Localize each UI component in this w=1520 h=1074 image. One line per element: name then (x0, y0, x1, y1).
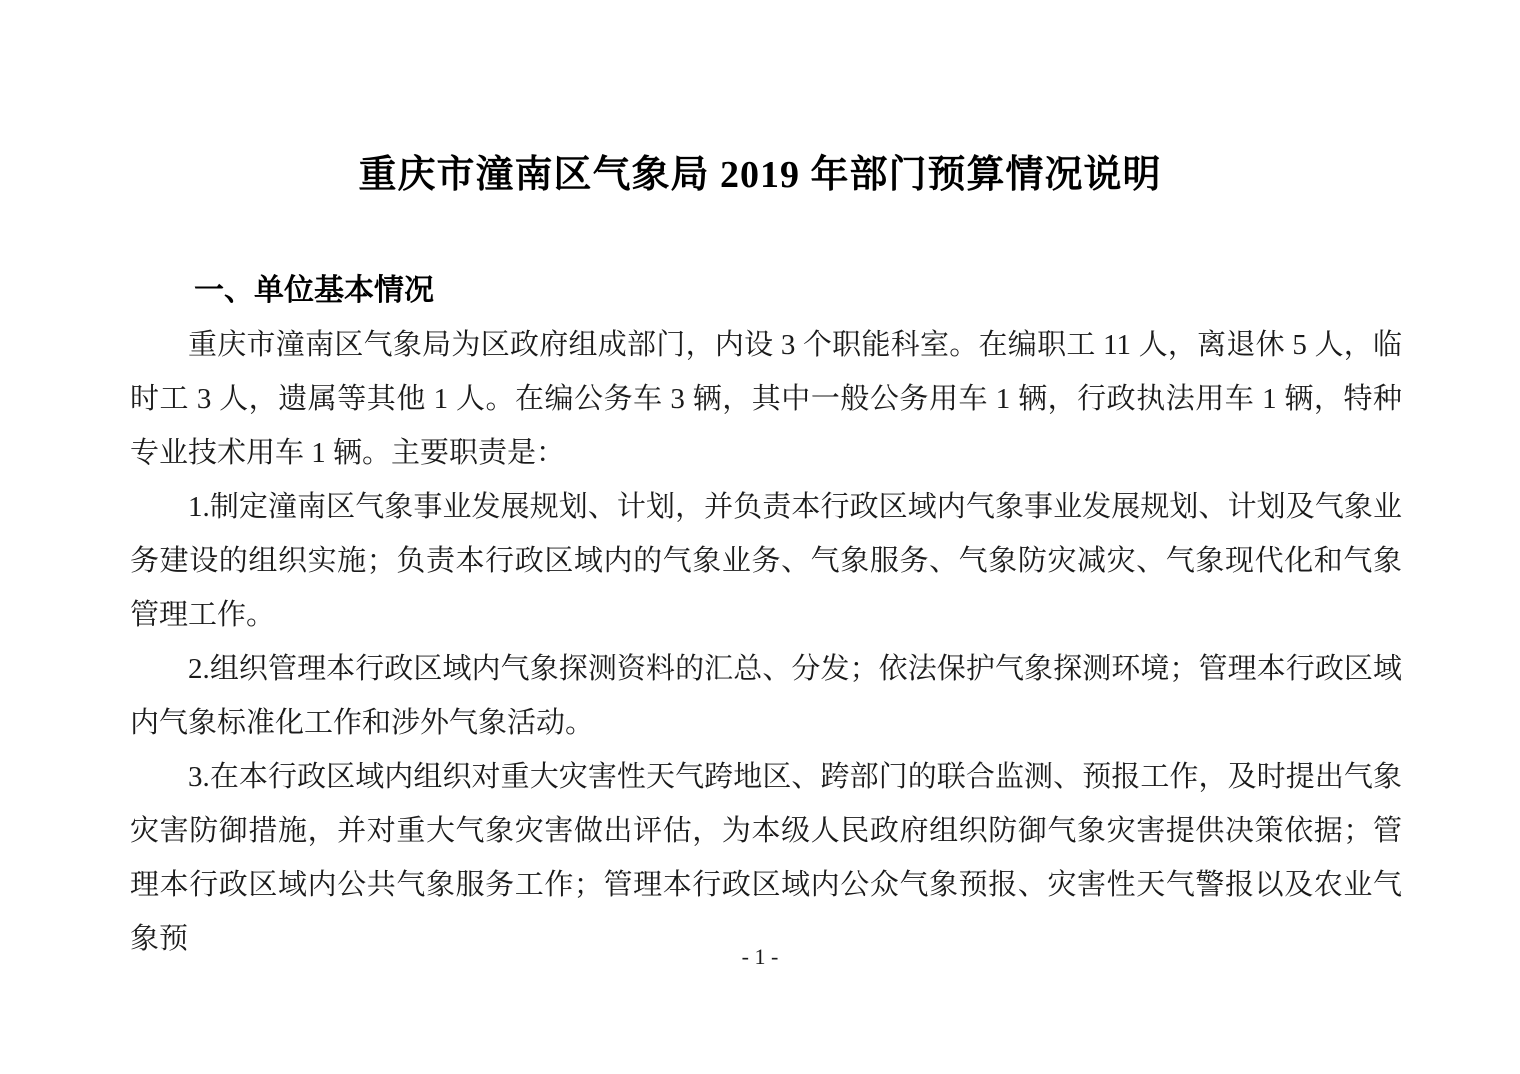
paragraph-duty-1: 1.制定潼南区气象事业发展规划、计划，并负责本行政区域内气象事业发展规划、计划及气象业务建设的组织实施；负责本行政区域内的气象业务、气象服务、气象防灾减灾、气象现代化和气象管理工作。 (130, 491, 1402, 631)
paragraph-duty-2: 2.组织管理本行政区域内气象探测资料的汇总、分发；依法保护气象探测环境；管理本行政区域内气象标准化工作和涉外气象活动。 (130, 653, 1402, 739)
paragraph-duty-3: 3.在本行政区域内组织对重大灾害性天气跨地区、跨部门的联合监测、预报工作，及时提出气象灾害防御措施，并对重大气象灾害做出评估，为本级人民政府组织防御气象灾害提供决策依据；管理本行政区域内公共气象服务工作；管理本行政区域内公众气象预报、灾害性天气警报以及农业气象预 (130, 761, 1402, 955)
page-number: - 1 - (741, 944, 779, 969)
page-title: 重庆市潼南区气象局 2019 年部门预算情况说明 (358, 154, 1162, 196)
document-body (130, 264, 1402, 966)
paragraph-unit-overview: 重庆市潼南区气象局为区政府组成部门，内设 3 个职能科室。在编职工 11 人，离退休 5 人，临时工 3 人，遗属等其他 1 人。在编公务车 3 辆，其中一般公务用车 1 辆，行政执法用车 1 辆，特种专业技术用车 1 辆。主要职责是： (130, 329, 1402, 469)
section-heading-unit-basic-info: 一、单位基本情况 (194, 274, 434, 307)
